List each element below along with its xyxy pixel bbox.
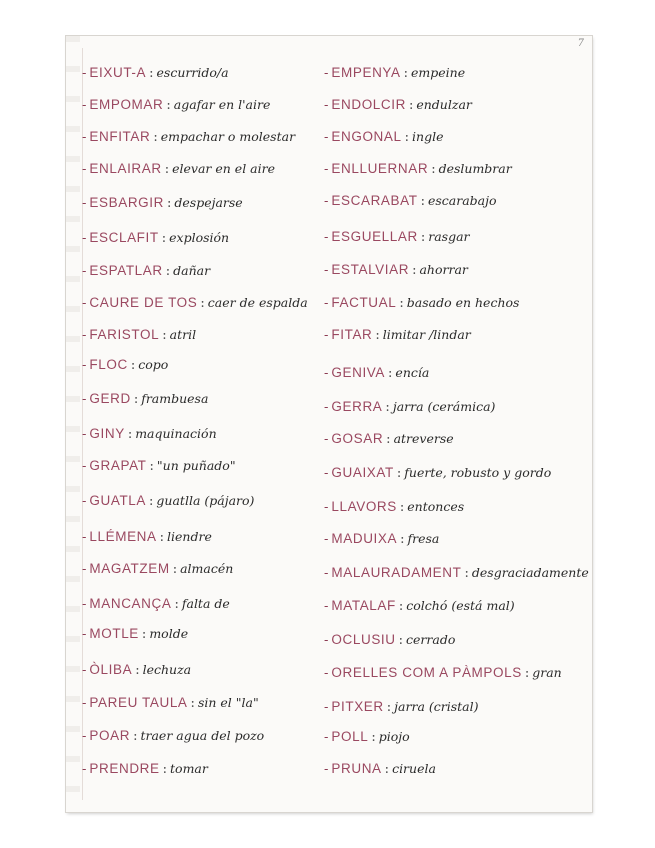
- vocab-definition: falta de: [181, 596, 230, 611]
- vocab-entry: - ENFITAR : empachar o molestar: [82, 129, 296, 145]
- vocab-term: GRAPAT: [89, 458, 147, 473]
- vocab-term: ENLAIRAR: [89, 161, 162, 176]
- vocab-entry: - GOSAR : atreverse: [324, 431, 454, 447]
- vocab-term: GERD: [89, 391, 131, 406]
- vocab-term: FARISTOL: [89, 327, 160, 342]
- vocab-entry: - EMPOMAR : agafar en l'aire: [82, 97, 271, 113]
- vocab-definition: deslumbrar: [438, 161, 512, 176]
- vocab-term: ÒLIBA: [89, 662, 133, 677]
- vocab-term: EMPOMAR: [89, 97, 164, 112]
- vocab-definition: entonces: [407, 499, 465, 514]
- vocab-entry: - MANCANÇA : falta de: [82, 596, 230, 612]
- vocab-definition: elevar en el aire: [172, 161, 275, 176]
- vocab-term: ENFITAR: [89, 129, 151, 144]
- vocab-entry: - CAURE DE TOS : caer de espalda: [82, 295, 308, 311]
- vocab-term: EIXUT-A: [89, 65, 147, 80]
- vocab-term: GUATLA: [89, 493, 147, 508]
- vocab-definition: almacén: [180, 561, 234, 576]
- vocab-definition: lechuza: [142, 662, 192, 677]
- vocab-term: ESCLAFIT: [89, 230, 159, 245]
- vocab-definition: escurrido/a: [156, 65, 229, 80]
- vocab-term: GUAIXAT: [331, 465, 394, 480]
- vocab-term: FLOC: [89, 357, 128, 372]
- vocab-term: ENDOLCIR: [331, 97, 406, 112]
- vocab-term: MALAURADAMENT: [331, 565, 462, 580]
- vocab-entry: - GINY : maquinación: [82, 426, 217, 442]
- vocab-term: GINY: [89, 426, 125, 441]
- vocab-definition: cerrado: [406, 632, 456, 647]
- vocab-definition: dañar: [173, 263, 211, 278]
- vocab-term: GOSAR: [331, 431, 384, 446]
- vocab-term: ESPATLAR: [89, 263, 163, 278]
- vocab-entry: - ESBARGIR : despejarse: [82, 195, 243, 211]
- vocab-definition: desgraciadamente: [471, 565, 589, 580]
- vocab-definition: fuerte, robusto y gordo: [404, 465, 552, 480]
- vocab-definition: maquinación: [135, 426, 217, 441]
- vocab-term: LLÉMENA: [89, 529, 157, 544]
- vocab-entry: - ESTALVIAR : ahorrar: [324, 262, 468, 278]
- vocab-definition: piojo: [378, 729, 410, 744]
- vocab-term: MADUIXA: [331, 531, 398, 546]
- vocab-entry: - EIXUT-A : escurrido/a: [82, 65, 229, 81]
- vocab-entry: - GERRA : jarra (cerámica): [324, 399, 496, 415]
- vocab-term: PAREU TAULA: [89, 695, 188, 710]
- vocab-entry: - EMPENYA : empeine: [324, 65, 466, 81]
- vocab-term: GERRA: [331, 399, 383, 414]
- vocab-entry: - FITAR : limitar /lindar: [324, 327, 471, 343]
- vocab-entry: - MADUIXA : fresa: [324, 531, 440, 547]
- vocab-term: MANCANÇA: [89, 596, 172, 611]
- vocab-definition: ingle: [412, 129, 444, 144]
- vocab-entry: - ESGUELLAR : rasgar: [324, 229, 470, 245]
- notebook-page: [66, 36, 592, 812]
- vocab-term: ORELLES COM A PÀMPOLS: [331, 665, 522, 680]
- vocab-entry: - GERD : frambuesa: [82, 391, 209, 407]
- vocab-definition: molde: [149, 626, 189, 641]
- vocab-term: LLAVORS: [331, 499, 397, 514]
- vocab-entry: - LLÉMENA : liendre: [82, 529, 212, 545]
- vocab-definition: ciruela: [392, 761, 436, 776]
- vocab-term: POLL: [331, 729, 369, 744]
- vocab-definition: sin el "la": [197, 695, 259, 710]
- vocab-definition: encía: [395, 365, 430, 380]
- vocab-term: MOTLE: [89, 626, 139, 641]
- vocab-definition: empeine: [411, 65, 466, 80]
- vocab-entry: - MOTLE : molde: [82, 626, 189, 642]
- vocab-definition: jarra (cerámica): [392, 399, 496, 414]
- vocab-entry: - GUATLA : guatlla (pájaro): [82, 493, 255, 509]
- vocab-entry: - GENIVA : encía: [324, 365, 430, 381]
- vocab-entry: - PAREU TAULA : sin el "la": [82, 695, 259, 711]
- vocab-definition: traer agua del pozo: [140, 728, 265, 743]
- vocab-term: EMPENYA: [331, 65, 401, 80]
- vocab-entry: - GUAIXAT : fuerte, robusto y gordo: [324, 465, 552, 481]
- vocab-entry: - ENDOLCIR : endulzar: [324, 97, 472, 113]
- vocab-term: OCLUSIU: [331, 632, 396, 647]
- vocab-entry: - ORELLES COM A PÀMPOLS : gran: [324, 665, 562, 681]
- vocab-definition: escarabajo: [427, 193, 497, 208]
- vocab-term: ESTALVIAR: [331, 262, 410, 277]
- vocab-entry: - POAR : traer agua del pozo: [82, 728, 265, 744]
- vocab-definition: fresa: [407, 531, 440, 546]
- vocab-definition: empachar o molestar: [160, 129, 296, 144]
- vocab-entry: - ÒLIBA : lechuza: [82, 662, 192, 678]
- vocab-definition: tomar: [170, 761, 208, 776]
- vocab-entry: - GRAPAT : "un puñado": [82, 458, 236, 474]
- vocab-term: MAGATZEM: [89, 561, 170, 576]
- vocab-term: CAURE DE TOS: [89, 295, 198, 310]
- vocab-definition: ahorrar: [419, 262, 468, 277]
- vocab-definition: basado en hechos: [406, 295, 520, 310]
- vocab-definition: jarra (cristal): [394, 699, 479, 714]
- vocab-definition: rasgar: [428, 229, 470, 244]
- vocab-entry: - ESPATLAR : dañar: [82, 263, 211, 279]
- vocab-entry: - ENLLUERNAR : deslumbrar: [324, 161, 512, 177]
- vocab-entry: - MALAURADAMENT : desgraciadamente: [324, 565, 589, 581]
- vocab-term: ESCARABAT: [331, 193, 418, 208]
- vocab-definition: copo: [138, 357, 169, 372]
- vocab-term: GENIVA: [331, 365, 386, 380]
- vocab-term: ENGONAL: [331, 129, 402, 144]
- vocab-entry: - MAGATZEM : almacén: [82, 561, 234, 577]
- vocab-entry: - PRUNA : ciruela: [324, 761, 436, 777]
- vocab-entry: - FLOC : copo: [82, 357, 169, 373]
- binding-edge: [66, 36, 80, 812]
- vocab-entry: - ENGONAL : ingle: [324, 129, 444, 145]
- vocab-definition: agafar en l'aire: [173, 97, 271, 112]
- vocab-definition: gran: [532, 665, 562, 680]
- vocab-entry: - PRENDRE : tomar: [82, 761, 208, 777]
- vocab-term: PRUNA: [331, 761, 382, 776]
- vocab-term: PRENDRE: [89, 761, 160, 776]
- vocab-term: ESGUELLAR: [331, 229, 418, 244]
- vocab-definition: endulzar: [416, 97, 472, 112]
- vocab-term: ESBARGIR: [89, 195, 164, 210]
- vocab-definition: despejarse: [174, 195, 243, 210]
- vocab-entry: - LLAVORS : entonces: [324, 499, 465, 515]
- vocab-definition: "un puñado": [156, 458, 236, 473]
- vocab-definition: colchó (está mal): [406, 598, 515, 613]
- vocab-term: FACTUAL: [331, 295, 397, 310]
- vocab-entry: - FACTUAL : basado en hechos: [324, 295, 520, 311]
- vocab-definition: limitar /lindar: [382, 327, 471, 342]
- vocab-entry: - PITXER : jarra (cristal): [324, 699, 479, 715]
- page-number: 7: [577, 38, 584, 49]
- vocab-entry: - MATALAF : colchó (está mal): [324, 598, 515, 614]
- vocab-definition: guatlla (pájaro): [156, 493, 255, 508]
- vocab-entry: - FARISTOL : atril: [82, 327, 197, 343]
- vocab-definition: explosión: [169, 230, 230, 245]
- vocab-definition: atreverse: [393, 431, 454, 446]
- vocab-entry: - OCLUSIU : cerrado: [324, 632, 456, 648]
- vocab-definition: liendre: [167, 529, 212, 544]
- vocab-term: PITXER: [331, 699, 384, 714]
- vocab-term: MATALAF: [331, 598, 396, 613]
- vocab-term: FITAR: [331, 327, 373, 342]
- vocab-entry: - ENLAIRAR : elevar en el aire: [82, 161, 275, 177]
- vocab-entry: - POLL : piojo: [324, 729, 410, 745]
- vocab-entry: - ESCARABAT : escarabajo: [324, 193, 497, 209]
- vocab-definition: atril: [169, 327, 197, 342]
- vocab-definition: frambuesa: [141, 391, 209, 406]
- vocab-term: POAR: [89, 728, 131, 743]
- vocab-definition: caer de espalda: [207, 295, 308, 310]
- vocab-term: ENLLUERNAR: [331, 161, 429, 176]
- vocab-entry: - ESCLAFIT : explosión: [82, 230, 230, 246]
